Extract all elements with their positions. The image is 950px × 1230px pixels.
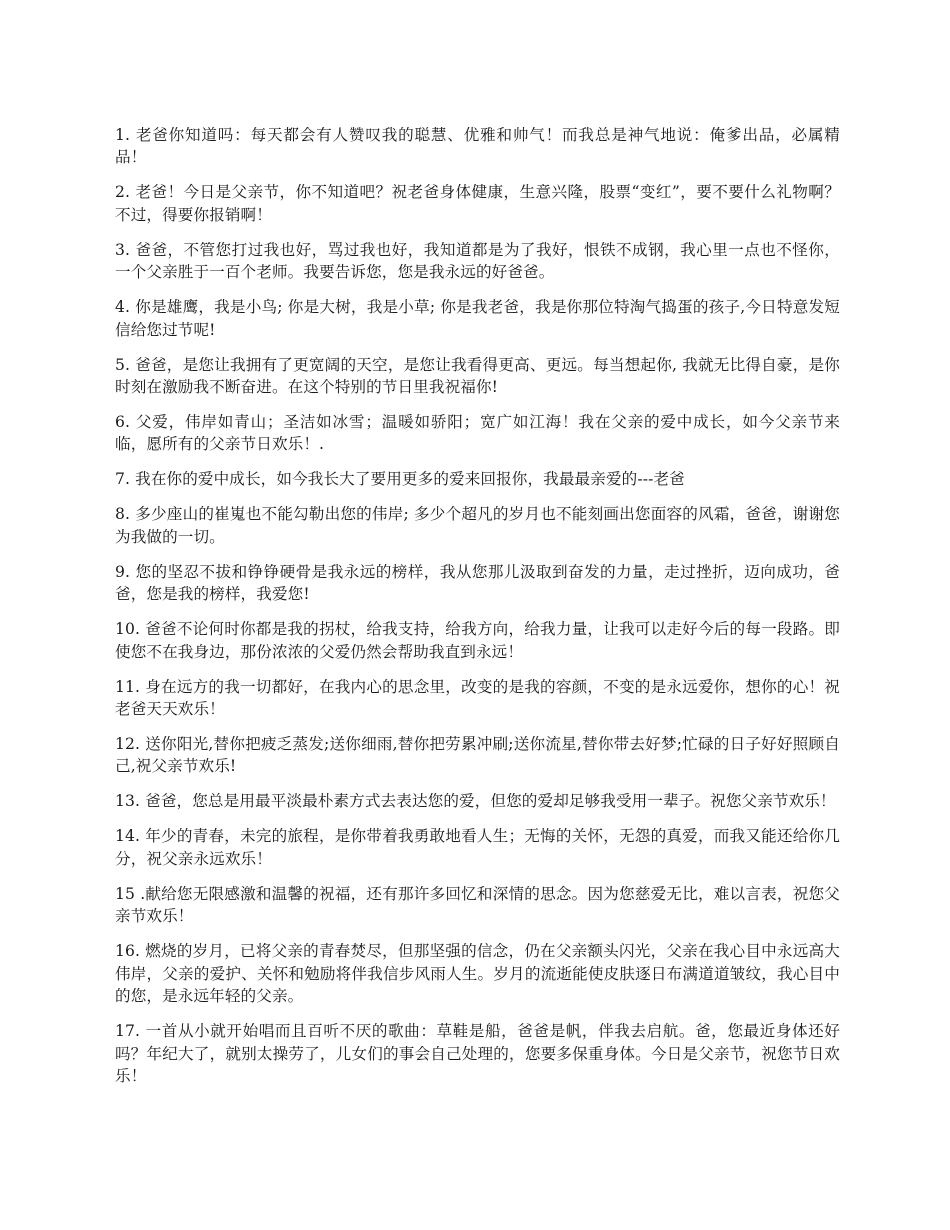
paragraph-12: 12. 送你阳光,替你把疲乏蒸发;送你细雨,替你把劳累冲刷;送你流星,替你带去好梦;忙碌的日子好好照顾自己,祝父亲节欢乐! <box>115 735 840 776</box>
paragraph-13: 13. 爸爸，您总是用最平淡最朴素方式去表达您的爱，但您的爱却足够我受用一辈子。祝您父亲节欢乐！ <box>115 792 836 811</box>
document-body <box>115 124 840 1100</box>
paragraph-14: 14. 年少的青春，未完的旅程，是你带着我勇敢地看人生；无悔的关怀，无怨的真爱，而我又能还给你几分，祝父亲永远欢乐！ <box>115 827 840 868</box>
paragraph-15: 15 .献给您无限感激和温馨的祝福，还有那许多回忆和深情的思念。因为您慈爱无比，难以言表，祝您父亲节欢乐！ <box>115 884 840 926</box>
paragraph-10: 10. 爸爸不论何时你都是我的拐杖，给我支持，给我方向，给我力量，让我可以走好今后的每一段路。即使您不在我身边，那份浓浓的父爱仍然会帮助我直到永远！ <box>115 620 840 661</box>
paragraph-9: 9. 您的坚忍不拔和铮铮硬骨是我永远的榜样，我从您那儿汲取到奋发的力量，走过挫折，迈向成功，爸爸，您是我的榜样，我爱您! <box>115 562 840 604</box>
paragraph-16: 16. 燃烧的岁月，已将父亲的青春焚尽，但那坚强的信念，仍在父亲额头闪光，父亲在我心目中永远高大伟岸，父亲的爱护、关怀和勉励将伴我信步风雨人生。岁月的流逝能使皮肤逐日布满道道皱纹，我心目中的您，是永远年轻的父亲。 <box>115 942 840 1006</box>
paragraph-3: 3. 爸爸，不管您打过我也好，骂过我也好，我知道都是为了我好，恨铁不成钢，我心里一点也不怪你，一个父亲胜于一百个老师。我要告诉您，您是我永远的好爸爸。 <box>115 240 840 282</box>
paragraph-17: 17. 一首从小就开始唱而且百听不厌的歌曲：草鞋是船，爸爸是帆，伴我去启航。爸，您最近身体还好吗？年纪大了，就别太操劳了，儿女们的事会自己处理的，您要多保重身体。今日是父亲节，祝您节日欢乐！ <box>115 1022 840 1085</box>
paragraph-2: 2. 老爸！今日是父亲节，你不知道吧？祝老爸身体健康，生意兴隆，股票“变红”，要不要什么礼物啊？不过，得要你报销啊！ <box>115 183 840 224</box>
paragraph-7: 7. 我在你的爱中成长，如今我长大了要用更多的爱来回报你，我最最亲爱的---老爸 <box>115 470 685 489</box>
paragraph-5: 5. 爸爸，是您让我拥有了更宽阔的天空，是您让我看得更高、更远。每当想起你, 我就无比得自豪，是你时刻在激励我不断奋进。在这个特别的节日里我祝福你! <box>115 355 840 397</box>
paragraph-6: 6. 父爱，伟岸如青山；圣洁如冰雪；温暖如骄阳；宽广如江海！我在父亲的爱中成长，如今父亲节来临，愿所有的父亲节日欢乐！. <box>115 413 840 454</box>
paragraph-4: 4. 你是雄鹰，我是小鸟; 你是大树，我是小草; 你是我老爸，我是你那位特淘气捣蛋的孩子,今日特意发短信给您过节呢! <box>115 298 840 339</box>
paragraph-1: 1. 老爸你知道吗：每天都会有人赞叹我的聪慧、优雅和帅气！而我总是神气地说：俺爹出品，必属精品！ <box>115 126 840 167</box>
paragraph-8: 8. 多少座山的崔嵬也不能勾勒出您的伟岸; 多少个超凡的岁月也不能刻画出您面容的风霜，爸爸，谢谢您为我做的一切。 <box>115 505 840 546</box>
paragraph-11: 11. 身在远方的我一切都好，在我内心的思念里，改变的是我的容颜，不变的是永远爱你，想你的心！祝老爸天天欢乐！ <box>115 677 840 719</box>
